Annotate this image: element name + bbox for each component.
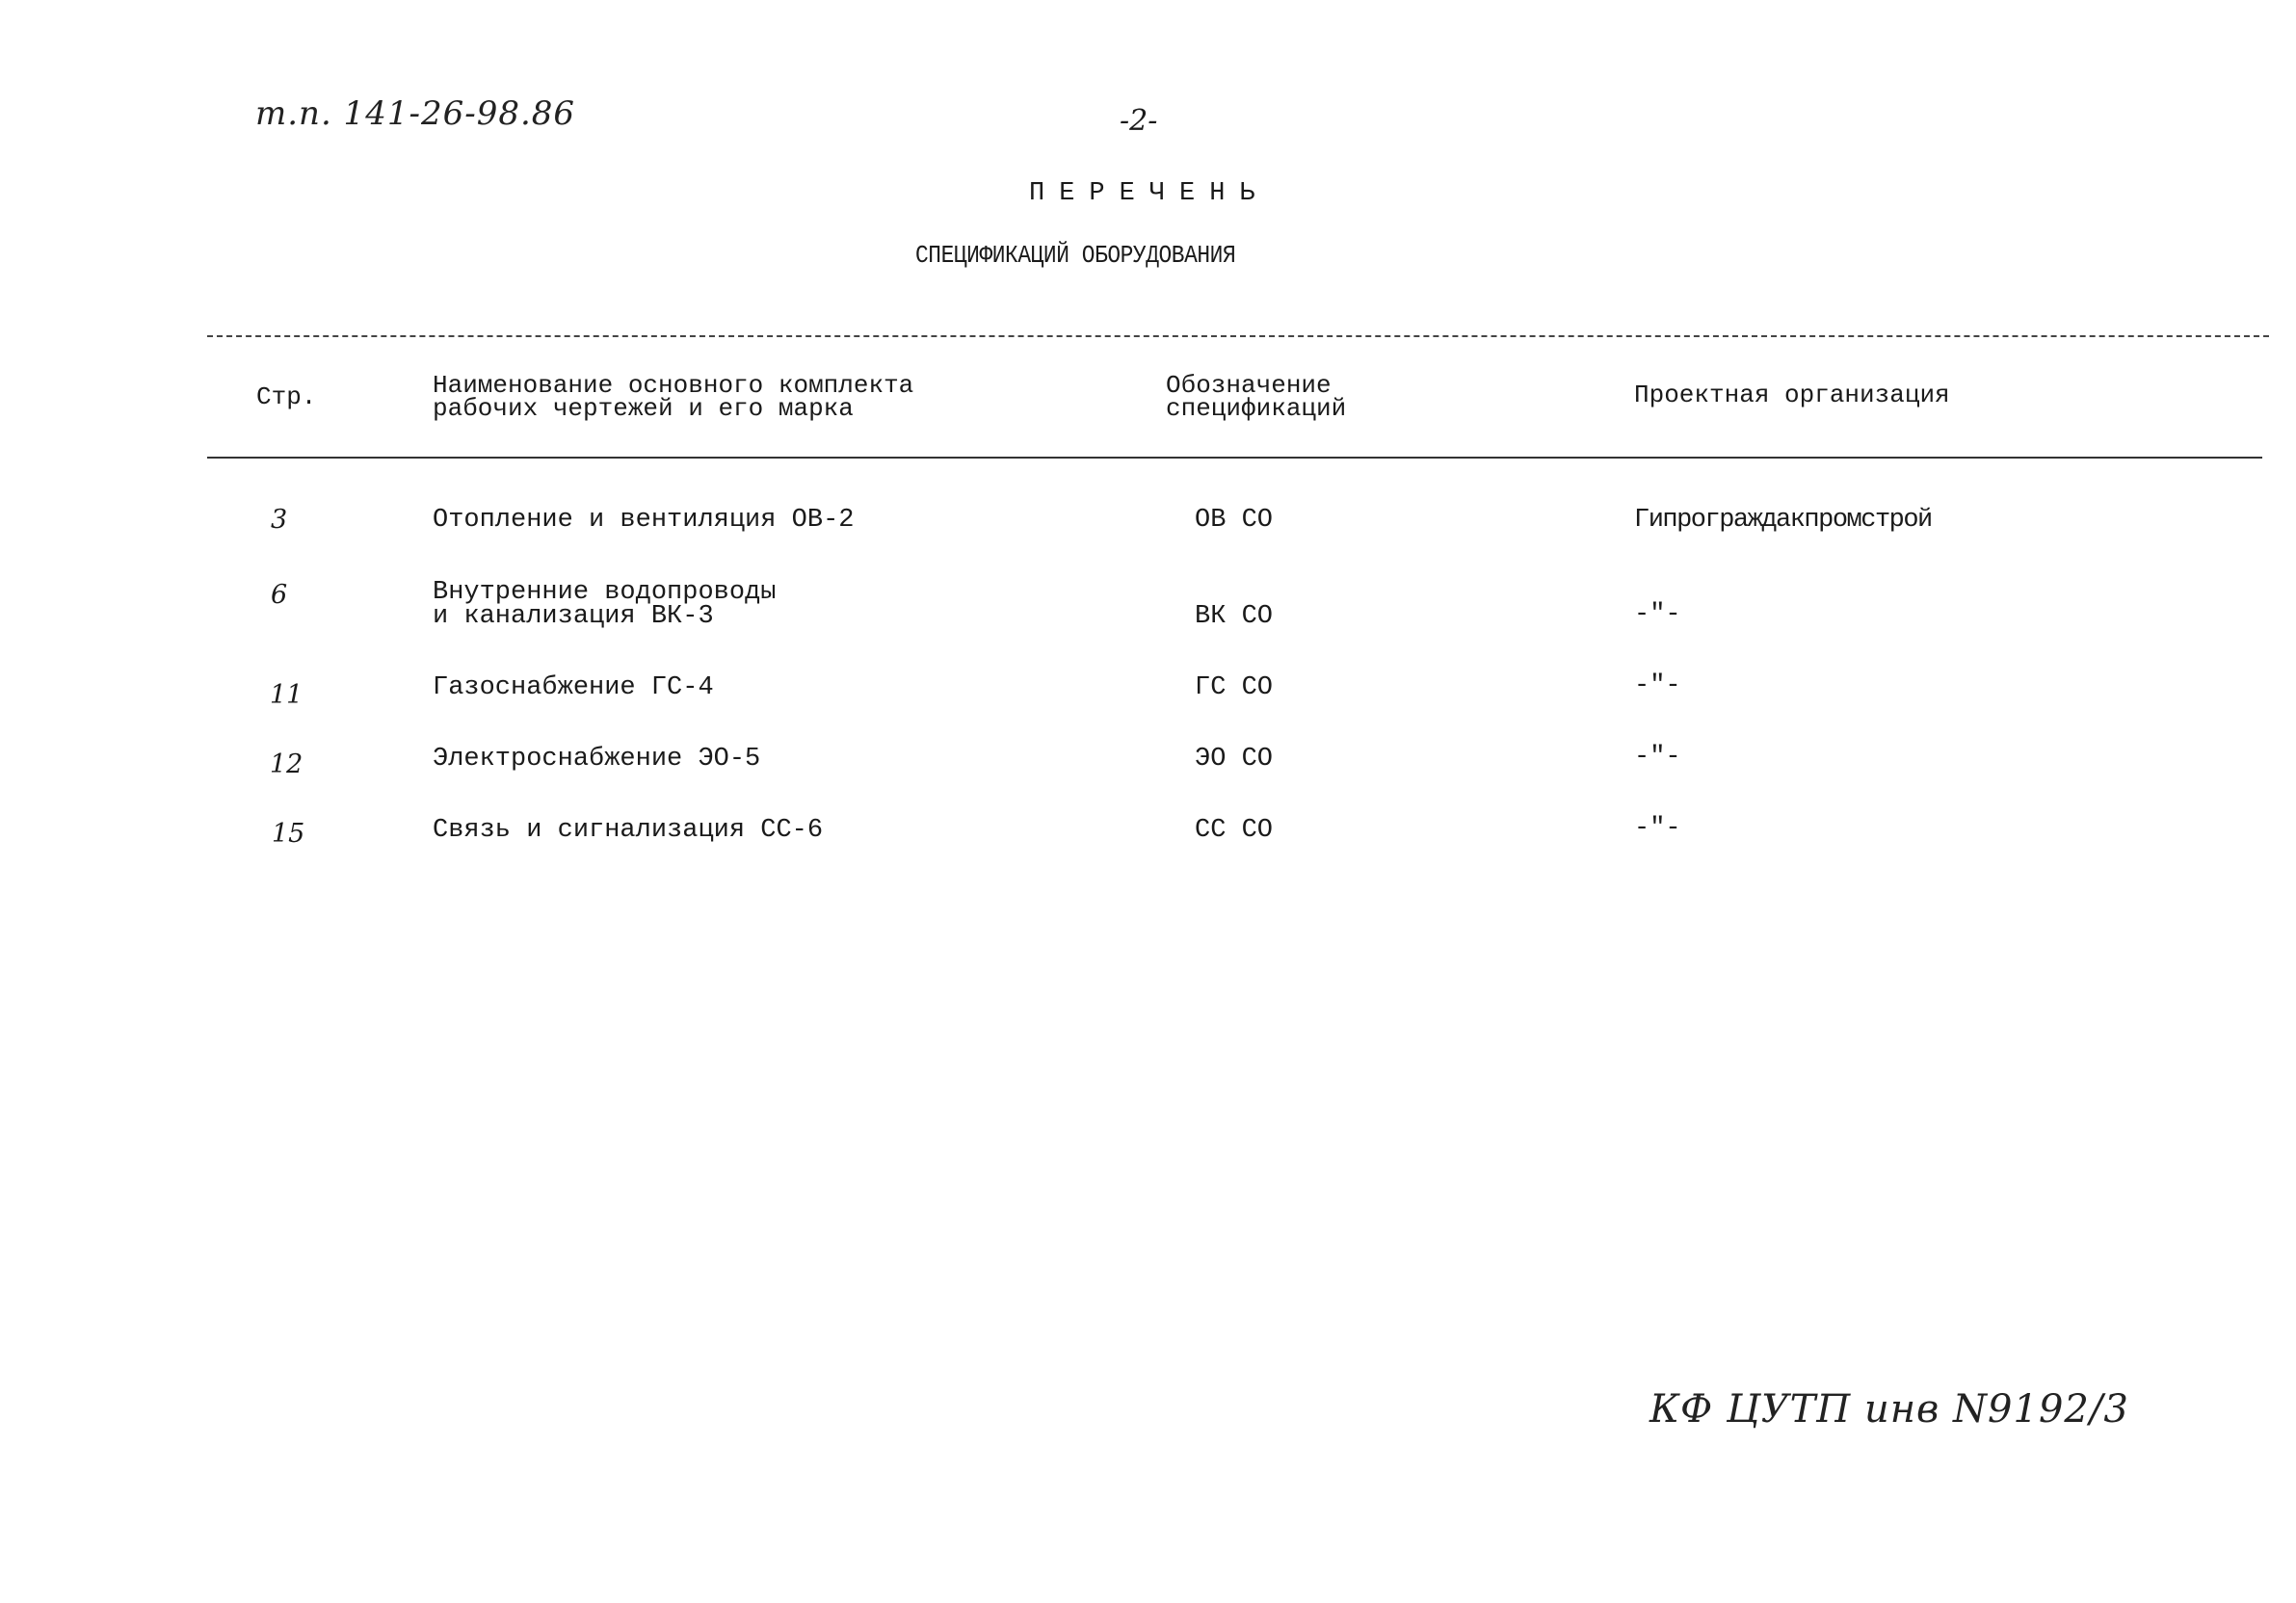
row-code: ГС СО bbox=[1195, 673, 1274, 702]
column-header-code bbox=[1166, 371, 1347, 423]
row-code: ВК СО bbox=[1195, 602, 1274, 631]
table-header-rule bbox=[207, 457, 2262, 459]
column-header-page: Стр. bbox=[256, 382, 317, 411]
column-header-org: Проектная организация bbox=[1634, 381, 1950, 409]
row-code: ЭО СО bbox=[1195, 745, 1274, 774]
row-org: -"- bbox=[1634, 743, 1681, 772]
page-number: -2- bbox=[1120, 104, 1158, 138]
row-name: Связь и сигнализация СС-6 bbox=[433, 816, 824, 845]
row-page: 15 bbox=[272, 819, 305, 849]
table-top-rule bbox=[207, 335, 2269, 337]
row-org: -"- bbox=[1634, 671, 1681, 700]
row-org: -"- bbox=[1634, 814, 1681, 843]
row-page: 6 bbox=[271, 580, 288, 610]
document-subtitle: СПЕЦИФИКАЦИЙ ОБОРУДОВАНИЯ bbox=[915, 241, 1236, 270]
row-name: Электроснабжение ЭО-5 bbox=[433, 745, 761, 774]
column-header-code-line2: спецификаций bbox=[1166, 394, 1347, 423]
column-header-name-line1: Наименование основного комплекта bbox=[433, 371, 914, 400]
row-name-line2: и канализация ВК-3 bbox=[433, 602, 714, 631]
row-name-line1: Внутренние водопроводы bbox=[433, 578, 777, 607]
column-header-name bbox=[433, 371, 914, 423]
row-name bbox=[433, 578, 777, 631]
document-code: т.п. 141-26-98.86 bbox=[255, 94, 576, 133]
row-page: 3 bbox=[271, 505, 288, 535]
document-title: ПЕРЕЧЕНЬ bbox=[1029, 179, 1270, 208]
row-name: Отопление и вентиляция ОВ-2 bbox=[433, 506, 855, 535]
column-header-code-line1: Обозначение bbox=[1166, 371, 1332, 400]
row-page: 11 bbox=[270, 680, 303, 710]
archive-stamp: КФ ЦУТП инв N9192/3 bbox=[1649, 1387, 2129, 1432]
row-page: 12 bbox=[270, 749, 303, 779]
row-org: Гипрограждакпромстрой bbox=[1634, 506, 1932, 535]
row-name: Газоснабжение ГС-4 bbox=[433, 673, 714, 702]
column-header-name-line2: рабочих чертежей и его марка bbox=[433, 394, 854, 423]
row-org: -"- bbox=[1634, 600, 1681, 629]
row-code: ОВ СО bbox=[1195, 506, 1274, 535]
row-code: СС СО bbox=[1195, 816, 1274, 845]
